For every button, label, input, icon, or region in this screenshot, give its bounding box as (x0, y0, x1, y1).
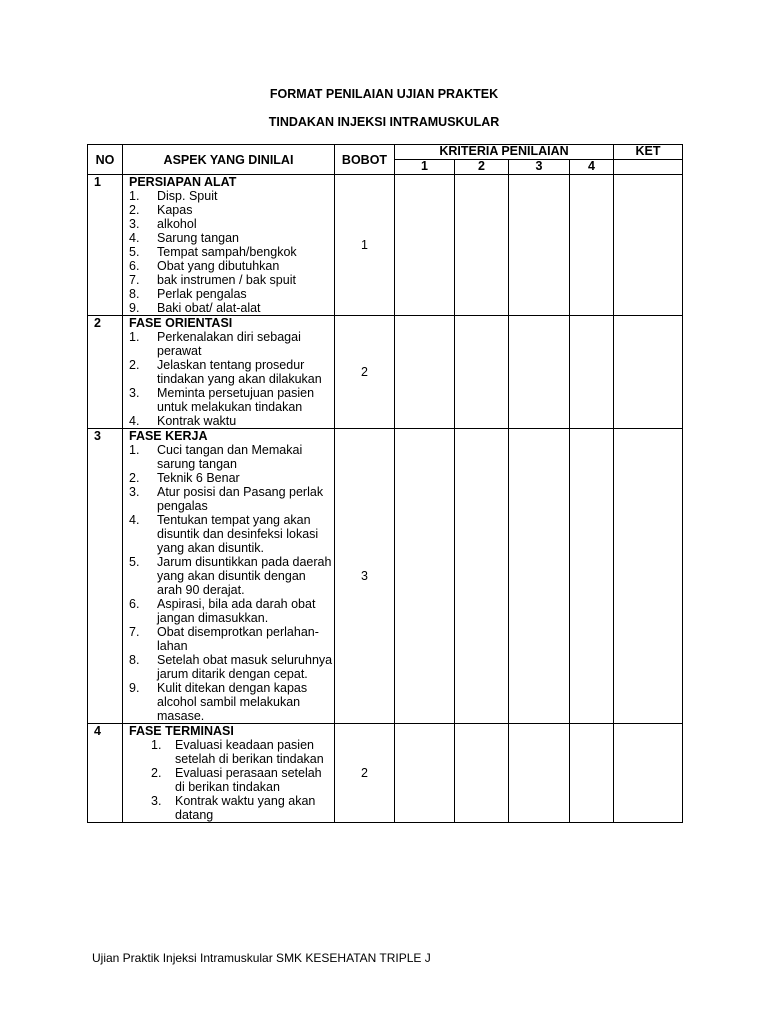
list-item (129, 681, 334, 723)
list-item (129, 555, 334, 597)
list-item (129, 358, 334, 386)
list-item (129, 794, 334, 822)
header-k1: 1 (395, 160, 455, 175)
score-cell-2[interactable] (455, 316, 509, 429)
list-item-text: Atur posisi dan Pasang perlak pengalas (157, 485, 324, 513)
list-item (129, 414, 334, 428)
list-item-number: 2. (129, 203, 140, 217)
list-item (129, 287, 334, 301)
list-item-number: 4. (129, 231, 140, 245)
list-item-text: Tentukan tempat yang akan disuntik dan desinfeksi lokasi yang akan disuntik. (157, 513, 319, 555)
list-item-number: 7. (129, 625, 140, 639)
list-item (129, 443, 334, 471)
score-cell-3[interactable] (509, 175, 570, 316)
header-ket-blank (614, 160, 683, 175)
score-cell-1[interactable] (395, 316, 455, 429)
list-item (129, 245, 334, 259)
assessment-table (87, 144, 683, 823)
list-item-text: Obat yang dibutuhkan (157, 259, 280, 273)
ket-cell[interactable] (614, 724, 683, 823)
list-item (129, 273, 334, 287)
aspect-cell (123, 316, 335, 429)
score-cell-4[interactable] (570, 316, 614, 429)
list-item-text: Teknik 6 Benar (157, 471, 240, 485)
list-item-number: 1. (129, 443, 140, 457)
score-cell-1[interactable] (395, 724, 455, 823)
header-bobot: BOBOT (335, 145, 395, 175)
list-item-text: Perlak pengalas (157, 287, 247, 301)
row-number: 2 (88, 316, 123, 429)
ket-cell[interactable] (614, 175, 683, 316)
list-item (129, 597, 334, 625)
score-cell-1[interactable] (395, 429, 455, 724)
header-no: NO (88, 145, 123, 175)
list-item-text: Sarung tangan (157, 231, 240, 245)
list-item (129, 485, 334, 513)
table-row (88, 429, 683, 724)
list-item-text: Aspirasi, bila ada darah obat jangan dimasukkan. (157, 597, 316, 625)
table-row (88, 724, 683, 823)
score-cell-1[interactable] (395, 175, 455, 316)
aspect-list (129, 330, 334, 428)
ket-cell[interactable] (614, 429, 683, 724)
list-item (129, 513, 334, 555)
bobot-value: 2 (335, 316, 395, 429)
header-ket: KET (614, 145, 683, 160)
list-item (129, 217, 334, 231)
header-kriteria: KRITERIA PENILAIAN (395, 145, 614, 160)
bobot-value: 1 (335, 175, 395, 316)
list-item (129, 386, 334, 414)
list-item (129, 203, 334, 217)
aspect-cell (123, 175, 335, 316)
aspect-cell (123, 429, 335, 724)
bobot-value: 2 (335, 724, 395, 823)
aspect-list (129, 738, 334, 822)
list-item-number: 1. (129, 330, 140, 344)
list-item-number: 5. (129, 555, 140, 569)
header-aspek: ASPEK YANG DINILAI (123, 145, 335, 175)
list-item-text: Evaluasi keadaan pasien setelah di berikan tindakan (175, 738, 324, 766)
bobot-value: 3 (335, 429, 395, 724)
list-item-number: 3. (151, 794, 162, 808)
list-item-text: Kapas (157, 203, 193, 217)
section-title: FASE KERJA (129, 429, 208, 443)
list-item-number: 9. (129, 301, 140, 315)
section-title: FASE TERMINASI (129, 724, 234, 738)
list-item (129, 330, 334, 358)
list-item-text: Kontrak waktu (157, 414, 237, 428)
table-row (88, 316, 683, 429)
score-cell-4[interactable] (570, 175, 614, 316)
list-item-number: 3. (129, 217, 140, 231)
list-item-number: 4. (129, 414, 140, 428)
list-item (129, 471, 334, 485)
list-item (129, 231, 334, 245)
list-item-text: Meminta persetujuan pasien untuk melakukan tindakan (157, 386, 315, 414)
list-item-number: 3. (129, 386, 140, 400)
score-cell-2[interactable] (455, 724, 509, 823)
list-item (129, 625, 334, 653)
ket-cell[interactable] (614, 316, 683, 429)
header-k4: 4 (570, 160, 614, 175)
list-item-text: Tempat sampah/bengkok (157, 245, 297, 259)
score-cell-3[interactable] (509, 429, 570, 724)
aspect-list (129, 443, 334, 723)
list-item-number: 8. (129, 287, 140, 301)
list-item (129, 766, 334, 794)
list-item-text: bak instrumen / bak spuit (157, 273, 296, 287)
score-cell-3[interactable] (509, 316, 570, 429)
document-title: FORMAT PENILAIAN UJIAN PRAKTEK (269, 87, 499, 101)
score-cell-2[interactable] (455, 429, 509, 724)
section-title: FASE ORIENTASI (129, 316, 233, 330)
list-item-text: Obat disemprotkan perlahan-lahan (157, 625, 319, 653)
score-cell-2[interactable] (455, 175, 509, 316)
list-item-text: Cuci tangan dan Memakai sarung tangan (157, 443, 303, 471)
list-item-number: 3. (129, 485, 140, 499)
list-item (129, 259, 334, 273)
list-item-text: Setelah obat masuk seluruhnya jarum ditarik dengan cepat. (157, 653, 333, 681)
table-row (88, 175, 683, 316)
list-item-text: Baki obat/ alat-alat (157, 301, 261, 315)
list-item-number: 6. (129, 259, 140, 273)
score-cell-3[interactable] (509, 724, 570, 823)
page-footer: Ujian Praktik Injeksi Intramuskular SMK KESEHATAN TRIPLE J (92, 951, 431, 965)
list-item-text: Jelaskan tentang prosedur tindakan yang akan dilakukan (157, 358, 322, 386)
score-cell-4[interactable] (570, 724, 614, 823)
list-item-text: alkohol (157, 217, 197, 231)
list-item-text: Kulit ditekan dengan kapas alcohol sambil melakukan masase. (157, 681, 308, 723)
section-title: PERSIAPAN ALAT (129, 175, 237, 189)
list-item-text: Disp. Spuit (157, 189, 218, 203)
list-item-number: 2. (129, 471, 140, 485)
score-cell-4[interactable] (570, 429, 614, 724)
list-item-text: Kontrak waktu yang akan datang (175, 794, 316, 822)
aspect-list (129, 189, 334, 315)
list-item-text: Jarum disuntikkan pada daerah yang akan disuntik dengan arah 90 derajat. (157, 555, 332, 597)
list-item-number: 5. (129, 245, 140, 259)
list-item-number: 8. (129, 653, 140, 667)
list-item-number: 1. (129, 189, 140, 203)
list-item-number: 6. (129, 597, 140, 611)
list-item (129, 738, 334, 766)
list-item-number: 4. (129, 513, 140, 527)
row-number: 3 (88, 429, 123, 724)
list-item-text: Perkenalakan diri sebagai perawat (157, 330, 301, 358)
list-item-number: 2. (129, 358, 140, 372)
list-item-number: 7. (129, 273, 140, 287)
list-item-number: 2. (151, 766, 162, 780)
list-item-number: 9. (129, 681, 140, 695)
list-item-text: Evaluasi perasaan setelah di berikan tindakan (175, 766, 322, 794)
list-item-number: 1. (151, 738, 162, 752)
document-subtitle: TINDAKAN INJEKSI INTRAMUSKULAR (268, 115, 500, 129)
row-number: 1 (88, 175, 123, 316)
list-item (129, 189, 334, 203)
header-k3: 3 (509, 160, 570, 175)
header-k2: 2 (455, 160, 509, 175)
row-number: 4 (88, 724, 123, 823)
aspect-cell (123, 724, 335, 823)
list-item (129, 653, 334, 681)
list-item (129, 301, 334, 315)
